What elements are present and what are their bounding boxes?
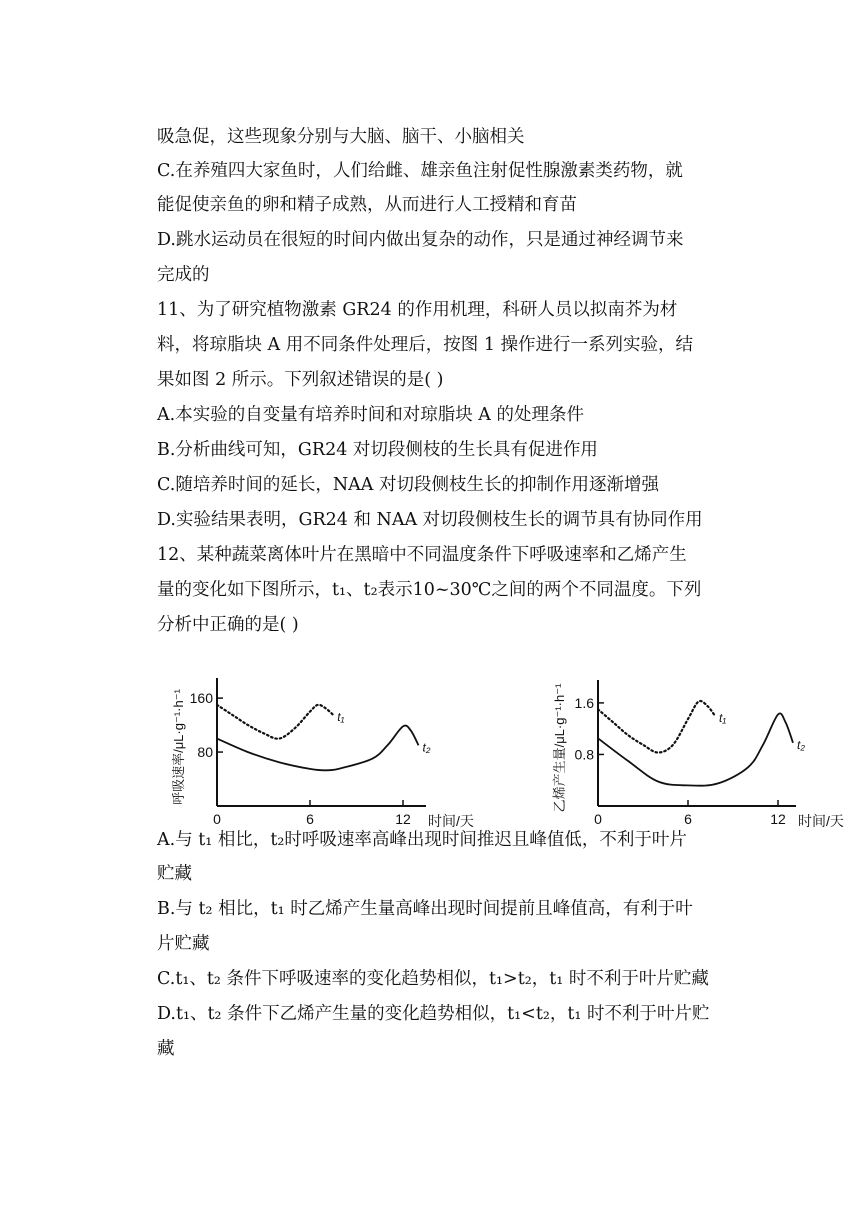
ethylene-chart-svg	[548, 652, 860, 832]
option-a-cont: 贮藏	[157, 864, 192, 884]
question-12-line: 12、某种蔬菜离体叶片在黑暗中不同温度条件下呼吸速率和乙烯产生	[157, 545, 687, 565]
option-a: A.本实验的自变量有培养时间和对琼脂块 A 的处理条件	[157, 405, 584, 425]
text-line: D.跳水运动员在很短的时间内做出复杂的动作，只是通过神经调节来	[157, 230, 684, 250]
x-tick-label: 0	[213, 811, 221, 827]
series-label: t₁	[337, 709, 345, 724]
series-label: t₂	[797, 737, 805, 752]
text-line: 完成的	[157, 265, 210, 285]
y-axis-label: 乙烯产生量/μL·g⁻¹·h⁻¹	[552, 683, 567, 813]
respiration-chart-svg	[158, 652, 474, 832]
text-line: 能促使亲鱼的卵和精子成熟，从而进行人工授精和育苗	[157, 195, 577, 215]
option-c: C.随培养时间的延长，NAA 对切段侧枝生长的抑制作用逐渐增强	[157, 475, 659, 495]
x-tick-label: 12	[770, 811, 786, 827]
text-line: 吸急促，这些现象分别与大脑、脑干、小脑相关	[157, 127, 525, 147]
respiration-chart	[158, 652, 474, 832]
x-axis-label: 时间/天	[798, 813, 844, 829]
series-line-t₁	[598, 701, 715, 752]
option-d: D.t₁、t₂ 条件下乙烯产生量的变化趋势相似，t₁<t₂，t₁ 时不利于叶片贮	[157, 1004, 710, 1024]
question-11-line: 11、为了研究植物激素 GR24 的作用机理，科研人员以拟南芥为材	[157, 300, 678, 320]
y-tick-label: 1.6	[574, 694, 594, 711]
x-tick-label: 6	[684, 811, 692, 827]
x-tick-label: 6	[306, 811, 314, 827]
x-tick-label: 0	[594, 811, 602, 827]
x-tick-label: 12	[395, 811, 411, 827]
y-tick-label: 160	[189, 690, 213, 707]
question-12-line: 量的变化如下图所示，t₁、t₂表示10~30℃之间的两个不同温度。下列	[157, 580, 702, 600]
series-line-t₂	[598, 710, 793, 785]
question-11-line: 果如图 2 所示。下列叙述错误的是( )	[157, 370, 444, 390]
text-line: C.在养殖四大家鱼时，人们给雌、雄亲鱼注射促性腺激素类药物，就	[157, 161, 683, 181]
option-b: B.分析曲线可知，GR24 对切段侧枝的生长具有促进作用	[157, 440, 598, 460]
question-11-line: 料，将琼脂块 A 用不同条件处理后，按图 1 操作进行一系列实验，结	[157, 335, 694, 355]
option-d: D.实验结果表明，GR24 和 NAA 对切段侧枝生长的调节具有协同作用	[157, 510, 703, 530]
series-label: t₁	[719, 710, 727, 725]
y-axis-label: 呼吸速率/μL·g⁻¹·h⁻¹	[171, 689, 186, 805]
question-12-line: 分析中正确的是( )	[157, 615, 299, 635]
option-d-cont: 藏	[157, 1039, 175, 1059]
series-line-t₁	[217, 705, 333, 739]
series-line-t₂	[217, 726, 419, 771]
y-tick-label: 80	[197, 744, 213, 761]
ethylene-chart	[548, 652, 860, 832]
option-b: B.与 t₂ 相比，t₁ 时乙烯产生量高峰出现时间提前且峰值高，有利于叶	[157, 899, 693, 919]
option-c: C.t₁、t₂ 条件下呼吸速率的变化趋势相似，t₁>t₂，t₁ 时不利于叶片贮藏	[157, 969, 709, 989]
option-a: A.与 t₁ 相比，t₂时呼吸速率高峰出现时间推迟且峰值低，不利于叶片	[157, 830, 687, 850]
y-tick-label: 0.8	[574, 746, 594, 763]
option-b-cont: 片贮藏	[157, 934, 210, 954]
x-axis-label: 时间/天	[428, 813, 474, 829]
series-label: t₂	[422, 740, 431, 755]
